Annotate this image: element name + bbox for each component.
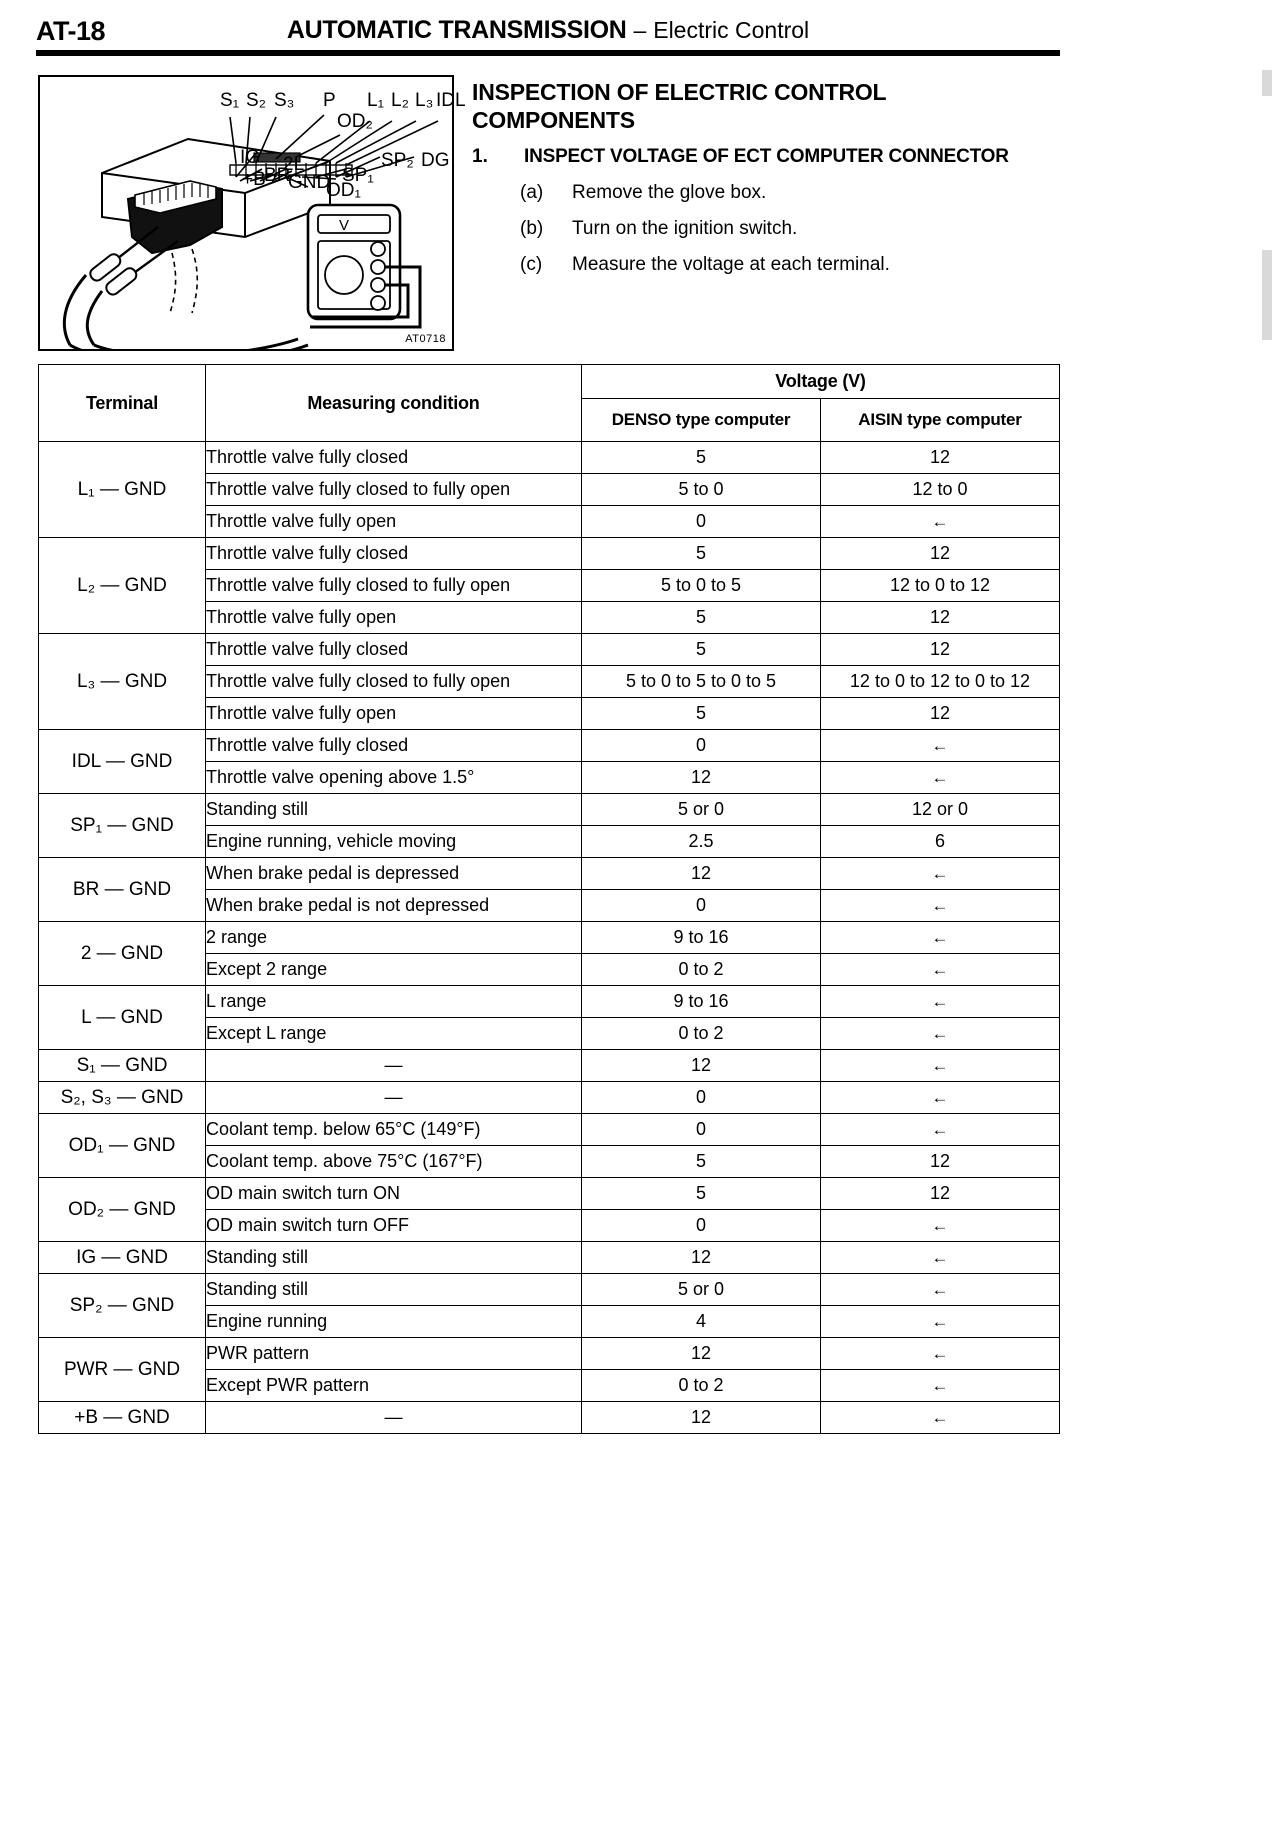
terminal-callout: S₁ — [220, 90, 240, 111]
condition-cell: Standing still — [206, 1274, 582, 1306]
table-row — [39, 986, 1060, 1018]
denso-value-cell: 12 — [582, 858, 821, 890]
condition-cell: When brake pedal is not depressed — [206, 890, 582, 922]
terminal-cell: L₁ — GND — [39, 442, 206, 538]
substep-c — [520, 254, 1080, 290]
denso-value-cell: 0 — [582, 730, 821, 762]
aisin-value-cell: 12 — [821, 698, 1060, 730]
condition-cell: Throttle valve fully open — [206, 506, 582, 538]
header-aisin: AISIN type computer — [821, 399, 1060, 442]
aisin-value-cell: 12 — [821, 538, 1060, 570]
step-title: INSPECT VOLTAGE OF ECT COMPUTER CONNECTOR — [524, 146, 1009, 167]
denso-value-cell: 12 — [582, 1402, 821, 1434]
terminal-callout: BR — [264, 165, 291, 186]
substep-text: Remove the glove box. — [572, 182, 767, 203]
denso-value-cell: 9 to 16 — [582, 922, 821, 954]
condition-cell: Throttle valve fully closed — [206, 730, 582, 762]
terminal-callout: IG — [240, 147, 261, 168]
denso-value-cell: 0 — [582, 1114, 821, 1146]
denso-value-cell: 2.5 — [582, 826, 821, 858]
aisin-value-cell: ← — [821, 890, 1060, 922]
terminal-callout: P — [323, 90, 336, 111]
aisin-value-cell: ← — [821, 1402, 1060, 1434]
terminal-cell: IG — GND — [39, 1242, 206, 1274]
aisin-value-cell: ← — [821, 954, 1060, 986]
header-measuring-condition: Measuring condition — [206, 365, 582, 442]
terminal-callout: S₂ — [246, 90, 267, 111]
header-rule — [36, 50, 1060, 56]
substep-text: Turn on the ignition switch. — [572, 218, 798, 239]
table-row — [39, 730, 1060, 762]
denso-value-cell: 5 — [582, 538, 821, 570]
aisin-value-cell: ← — [821, 922, 1060, 954]
condition-cell: 2 range — [206, 922, 582, 954]
voltage-table — [38, 364, 1060, 1434]
denso-value-cell: 0 — [582, 1210, 821, 1242]
condition-cell: Throttle valve fully closed to fully open — [206, 570, 582, 602]
ect-computer-illustration — [40, 77, 452, 349]
aisin-value-cell: 12 — [821, 442, 1060, 474]
denso-value-cell: 5 or 0 — [582, 1274, 821, 1306]
denso-value-cell: 12 — [582, 1338, 821, 1370]
terminal-callout: 2L — [283, 154, 305, 175]
aisin-value-cell: 12 — [821, 1146, 1060, 1178]
table-row — [39, 922, 1060, 954]
aisin-value-cell: ← — [821, 1082, 1060, 1114]
condition-cell: Throttle valve fully open — [206, 602, 582, 634]
condition-cell: — — [206, 1402, 582, 1434]
condition-cell: Throttle valve fully closed to fully open — [206, 666, 582, 698]
denso-value-cell: 0 — [582, 506, 821, 538]
terminal-callout: OD₂ — [337, 111, 373, 132]
denso-value-cell: 0 — [582, 1082, 821, 1114]
condition-cell: Standing still — [206, 794, 582, 826]
table-row — [39, 794, 1060, 826]
condition-cell: L range — [206, 986, 582, 1018]
terminal-cell: PWR — GND — [39, 1338, 206, 1402]
terminal-cell: S₂, S₃ — GND — [39, 1082, 206, 1114]
aisin-value-cell: ← — [821, 1306, 1060, 1338]
condition-cell: — — [206, 1082, 582, 1114]
aisin-value-cell: ← — [821, 1338, 1060, 1370]
figure-code: AT0718 — [405, 333, 446, 345]
page-title-dash: – — [633, 17, 647, 43]
table-row — [39, 634, 1060, 666]
table-row — [39, 1178, 1060, 1210]
denso-value-cell: 12 — [582, 1050, 821, 1082]
denso-value-cell: 12 — [582, 1242, 821, 1274]
aisin-value-cell: ← — [821, 986, 1060, 1018]
terminal-cell: IDL — GND — [39, 730, 206, 794]
terminal-callout: S₃ — [274, 90, 295, 111]
header-voltage: Voltage (V) — [582, 365, 1060, 399]
substep-label: (c) — [520, 254, 543, 275]
aisin-value-cell: 12 to 0 — [821, 474, 1060, 506]
step-number: 1. — [472, 146, 488, 167]
denso-value-cell: 5 to 0 to 5 to 0 to 5 — [582, 666, 821, 698]
denso-value-cell: 0 to 2 — [582, 1370, 821, 1402]
denso-value-cell: 9 to 16 — [582, 986, 821, 1018]
aisin-value-cell: 12 to 0 to 12 — [821, 570, 1060, 602]
table-row — [39, 538, 1060, 570]
denso-value-cell: 5 — [582, 602, 821, 634]
page-title-main: AUTOMATIC TRANSMISSION — [286, 16, 627, 44]
condition-cell: OD main switch turn OFF — [206, 1210, 582, 1242]
substep-b — [520, 218, 1080, 254]
condition-cell: Throttle valve fully open — [206, 698, 582, 730]
aisin-value-cell: 12 — [821, 634, 1060, 666]
table-body — [39, 442, 1060, 1434]
table-row — [39, 442, 1060, 474]
condition-cell: PWR pattern — [206, 1338, 582, 1370]
page-title — [36, 16, 1060, 45]
terminal-cell: +B — GND — [39, 1402, 206, 1434]
aisin-value-cell: ← — [821, 730, 1060, 762]
aisin-value-cell: ← — [821, 1370, 1060, 1402]
terminal-callout: L₂ — [391, 90, 409, 111]
aisin-value-cell: ← — [821, 1050, 1060, 1082]
page-number: AT-18 — [36, 16, 106, 46]
condition-cell: Engine running, vehicle moving — [206, 826, 582, 858]
condition-cell: Except PWR pattern — [206, 1370, 582, 1402]
table-row — [39, 1242, 1060, 1274]
denso-value-cell: 5 to 0 — [582, 474, 821, 506]
condition-cell: Standing still — [206, 1242, 582, 1274]
aisin-value-cell: ← — [821, 1274, 1060, 1306]
condition-cell: Throttle valve fully closed — [206, 634, 582, 666]
table-row — [39, 1050, 1060, 1082]
table-row — [39, 1338, 1060, 1370]
aisin-value-cell: 12 or 0 — [821, 794, 1060, 826]
condition-cell: Coolant temp. below 65°C (149°F) — [206, 1114, 582, 1146]
aisin-value-cell: 6 — [821, 826, 1060, 858]
condition-cell: Except 2 range — [206, 954, 582, 986]
condition-cell: When brake pedal is depressed — [206, 858, 582, 890]
aisin-value-cell: ← — [821, 762, 1060, 794]
denso-value-cell: 12 — [582, 762, 821, 794]
substep-text: Measure the voltage at each terminal. — [572, 254, 890, 275]
table-row — [39, 1274, 1060, 1306]
table-row — [39, 1114, 1060, 1146]
aisin-value-cell: 12 to 0 to 12 to 0 to 12 — [821, 666, 1060, 698]
denso-value-cell: 5 — [582, 634, 821, 666]
binding-mark — [1262, 70, 1272, 96]
condition-cell: Coolant temp. above 75°C (167°F) — [206, 1146, 582, 1178]
terminal-callout: DG — [421, 150, 450, 171]
section-heading-line1: INSPECTION OF ELECTRIC CONTROL — [472, 79, 887, 105]
terminal-cell: OD₂ — GND — [39, 1178, 206, 1242]
terminal-callout: GND — [288, 172, 331, 193]
table-head — [39, 365, 1060, 442]
condition-cell: Engine running — [206, 1306, 582, 1338]
terminal-cell: L₃ — GND — [39, 634, 206, 730]
terminal-callout: OD₁ — [326, 180, 361, 201]
procedure-substeps — [520, 182, 1080, 290]
terminal-callout: +B — [242, 169, 266, 190]
binding-mark — [1262, 250, 1272, 340]
aisin-value-cell: ← — [821, 1210, 1060, 1242]
denso-value-cell: 5 — [582, 442, 821, 474]
aisin-value-cell: ← — [821, 858, 1060, 890]
denso-value-cell: 4 — [582, 1306, 821, 1338]
condition-cell: Throttle valve fully closed to fully open — [206, 474, 582, 506]
terminal-callout: IDL — [436, 90, 466, 111]
terminal-callout: SP₂ — [381, 150, 414, 171]
terminal-cell: L — GND — [39, 986, 206, 1050]
denso-value-cell: 0 — [582, 890, 821, 922]
aisin-value-cell: 12 — [821, 602, 1060, 634]
denso-value-cell: 5 — [582, 1178, 821, 1210]
denso-value-cell: 0 to 2 — [582, 1018, 821, 1050]
condition-cell: Throttle valve opening above 1.5° — [206, 762, 582, 794]
table-row — [39, 1402, 1060, 1434]
section-heading — [472, 78, 1072, 134]
voltmeter-label: V — [338, 217, 350, 234]
aisin-value-cell: ← — [821, 506, 1060, 538]
substep-a — [520, 182, 1080, 218]
condition-cell: OD main switch turn ON — [206, 1178, 582, 1210]
header-denso: DENSO type computer — [582, 399, 821, 442]
table-row — [39, 1082, 1060, 1114]
denso-value-cell: 5 or 0 — [582, 794, 821, 826]
terminal-cell: OD₁ — GND — [39, 1114, 206, 1178]
terminal-cell: SP₂ — GND — [39, 1274, 206, 1338]
aisin-value-cell: 12 — [821, 1178, 1060, 1210]
terminal-cell: S₁ — GND — [39, 1050, 206, 1082]
condition-cell: Throttle valve fully closed — [206, 538, 582, 570]
aisin-value-cell: ← — [821, 1018, 1060, 1050]
header-terminal: Terminal — [39, 365, 206, 442]
terminal-cell: BR — GND — [39, 858, 206, 922]
condition-cell: — — [206, 1050, 582, 1082]
substep-label: (b) — [520, 218, 544, 239]
denso-value-cell: 5 — [582, 1146, 821, 1178]
condition-cell: Throttle valve fully closed — [206, 442, 582, 474]
page-title-sub: Electric Control — [653, 17, 810, 43]
ect-connector-figure — [38, 75, 466, 351]
substep-label: (a) — [520, 182, 544, 203]
table-row — [39, 858, 1060, 890]
denso-value-cell: 5 — [582, 698, 821, 730]
condition-cell: Except L range — [206, 1018, 582, 1050]
terminal-callout: SP₁ — [342, 165, 374, 186]
terminal-cell: 2 — GND — [39, 922, 206, 986]
denso-value-cell: 5 to 0 to 5 — [582, 570, 821, 602]
aisin-value-cell: ← — [821, 1114, 1060, 1146]
terminal-callout: L₃ — [415, 90, 434, 111]
terminal-callout: L₁ — [367, 90, 384, 111]
terminal-cell: SP₁ — GND — [39, 794, 206, 858]
terminal-cell: L₂ — GND — [39, 538, 206, 634]
section-heading-line2: COMPONENTS — [472, 107, 635, 134]
denso-value-cell: 0 to 2 — [582, 954, 821, 986]
aisin-value-cell: ← — [821, 1242, 1060, 1274]
